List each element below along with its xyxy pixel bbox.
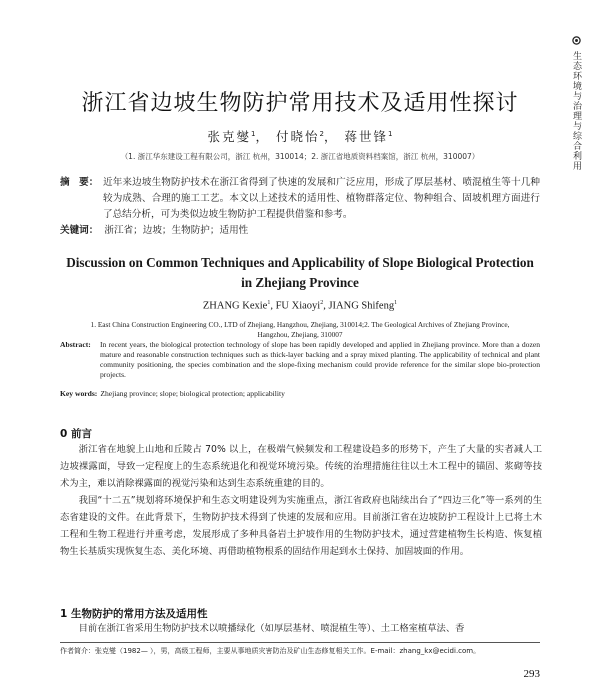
author-cn-3: 蒋世锋 bbox=[344, 129, 388, 144]
keywords-en-text: Zhejiang province; slope; biological protection; applicability bbox=[100, 389, 285, 398]
author-cn-1-sup: 1 bbox=[251, 129, 256, 138]
author-en-3: JIANG Shifeng bbox=[328, 300, 395, 312]
keywords-cn-label: 关键词： bbox=[60, 225, 99, 236]
paper-title-en-line1: Discussion on Common Techniques and Applicability of Slope Biological Protection bbox=[66, 255, 534, 270]
author-cn-3-sup: 1 bbox=[388, 129, 393, 138]
author-footnote: 作者简介：张克燮（1982— ），男，高级工程师，主要从事地质灾害防治及矿山生态修复相关工作。E-mail：zhang_kx@ecidi.com。 bbox=[60, 647, 481, 655]
author-en-2: FU Xiaoyi bbox=[275, 300, 321, 312]
paper-title-cn: 浙江省边坡生物防护常用技术及适用性探讨 bbox=[81, 91, 519, 116]
affiliation-en: 1. East China Construction Engineering CO., LTD of Zhejiang, Hangzhou, Zhejiang, 310014;2. The Geological Archives of Zhejiang Province, Hangzhou, Zhejiang, 310007 bbox=[90, 320, 510, 339]
keywords-en-label: Key words: bbox=[60, 389, 98, 398]
paper-title-en bbox=[0, 253, 600, 293]
author-cn-2-sup: 2 bbox=[319, 129, 324, 138]
body-paragraph: 我国“十二五”规划将环境保护和生态文明建设列为实施重点，浙江省政府也陆续出台了“四边三化”等一系列的生态省建设的文件。在此背景下，生物防护技术得到了快速的发展和应用。目前浙江省在边坡防护工程设计上已将土木工程和生物工程进行并重考虑，发展形成了多种具备岩土护坡作用的生物防护技术，通过营建植物生长构造、恢复植物生长基质实现恢复生态、美化环境、再借助植物根系的固结作用起到水土保持、加固坡面的作用。 bbox=[60, 495, 542, 557]
author-sep: , bbox=[323, 300, 329, 312]
abstract-en-text: In recent years, the biological protection technology of slope has been rapidly developed and applied in Zhejiang province. More than a dozen mature and reasonable construction techniques such as thick-layer backing and a spray mixed planting. The applicability of technical and plant community positioning, the species combination and the slope-fixing mechanism could provide reference for the similar slope bio-protection projects. bbox=[100, 340, 540, 379]
author-en-2-sup: 2 bbox=[320, 300, 324, 306]
authors-en bbox=[0, 300, 600, 312]
section-heading-methods: 1 生物防护的常用方法及适用性 bbox=[60, 608, 208, 620]
authors-cn bbox=[0, 127, 600, 145]
keywords-en bbox=[60, 389, 540, 399]
abstract-cn-label: 摘 要： bbox=[60, 177, 99, 188]
keywords-cn bbox=[60, 223, 540, 239]
body-paragraph: 目前在浙江省采用生物防护技术以喷播绿化（如厚层基材、喷混植生等）、土工格室植草法、香 bbox=[78, 623, 465, 634]
author-sep: ， bbox=[323, 129, 339, 144]
author-en-1: ZHANG Kexie bbox=[202, 300, 268, 312]
author-sep: , bbox=[270, 300, 276, 312]
abstract-en bbox=[60, 340, 540, 380]
page-number: 293 bbox=[523, 668, 540, 680]
body-paragraph: 浙江省在地貌上山地和丘陵占 70% 以上，在极端气候频发和工程建设趋多的形势下，产生了大量的实者减人工边坡裸露面，导致一定程度上的生态系统退化和视觉环境污染。传统的治理措施往往以土木工程中的锚固、浆砌等技术为主，难以消除裸露面的视觉污染和达到生态系统重建的目的。 bbox=[60, 444, 542, 489]
footnote-divider bbox=[60, 642, 540, 643]
abstract-cn-text: 近年来边坡生物防护技术在浙江省得到了快速的发展和广泛应用，形成了厚层基材、喷混植生等十几种较为成熟、合理的施工工艺。本文以上述技术的适用性、植物群落定位、物种组合、固坡机理方面进行了总结分析，可为类似边坡生物防护工程提供借鉴和参考。 bbox=[103, 177, 540, 220]
author-cn-1: 张克燮 bbox=[207, 129, 252, 144]
abstract-cn bbox=[60, 175, 540, 223]
keywords-cn-text: 浙江省；边坡；生物防护；适用性 bbox=[104, 225, 249, 236]
author-cn-2: 付晓怡 bbox=[276, 129, 320, 144]
abstract-en-label: Abstract: bbox=[60, 340, 91, 349]
author-sep: ， bbox=[255, 129, 271, 144]
paper-title-en-line2: in Zhejiang Province bbox=[241, 275, 359, 290]
circle-bullet-icon bbox=[571, 36, 581, 45]
author-en-1-sup: 1 bbox=[267, 300, 271, 306]
side-header-text: 生态环境与治理与综合利用 bbox=[571, 50, 581, 171]
affiliation-cn: （1. 浙江华东建设工程有限公司，浙江 杭州，310014；2. 浙江省地质资料档案馆，浙江 杭州，310007） bbox=[120, 152, 480, 161]
author-en-3-sup: 1 bbox=[394, 300, 398, 306]
section-heading-introduction: 0 前言 bbox=[60, 428, 92, 440]
